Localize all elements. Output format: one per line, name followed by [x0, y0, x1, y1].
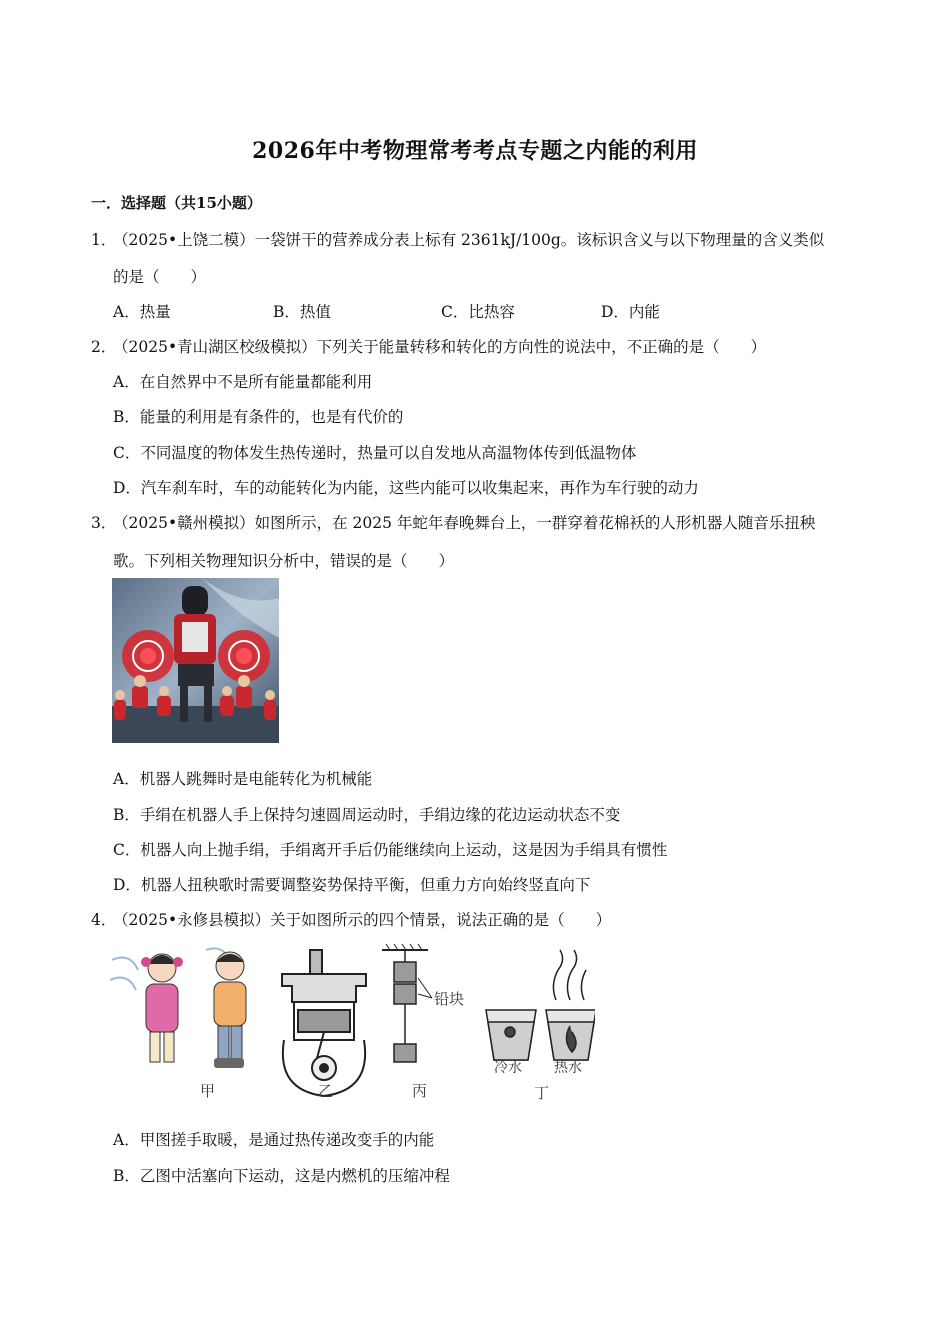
section-heading: 一．选择题（共15小题）: [91, 194, 262, 212]
question-number: 2．: [91, 338, 117, 356]
four-scenes-illustration: [110, 940, 595, 1106]
children-rubbing-hands: [110, 948, 246, 1068]
question-text: （2025•赣州模拟）如图所示，在 2025 年蛇年春晚舞台上，一群穿着花棉袄的人形机器人随音乐扭秧: [113, 514, 816, 532]
robot-dance-photo: [112, 578, 279, 743]
hot-water-label: 热水: [554, 1060, 582, 1076]
question-3-option-b: B．手绢在机器人手上保持匀速圆周运动时，手绢边缘的花边运动状态不变: [113, 806, 621, 824]
question-2-option-c: C．不同温度的物体发生热传递时，热量可以自发地从高温物体传到低温物体: [113, 444, 637, 462]
question-4-option-a: A．甲图搓手取暖，是通过热传递改变手的内能: [113, 1131, 435, 1149]
robot-dance-illustration: [112, 578, 279, 743]
label-yi: 乙: [318, 1082, 334, 1100]
question-number: 1．: [91, 231, 117, 249]
question-1-option-a: A．热量: [113, 303, 171, 321]
question-1-line-2: 的是（ ）: [113, 268, 207, 286]
engine-cylinder: [282, 950, 366, 1096]
page-title: 2026年中考物理常考考点专题之内能的利用: [252, 138, 698, 164]
question-1-option-c: C．比热容: [441, 303, 515, 321]
question-1-option-b: B．热值: [273, 303, 331, 321]
water-cups: [486, 950, 595, 1060]
question-text: （2025•上饶二模）一袋饼干的营养成分表上标有 2361kJ/100g。该标识含义与以下物理量的含义类似: [113, 231, 825, 249]
question-4-option-b: B．乙图中活塞向下运动，这是内燃机的压缩冲程: [113, 1167, 450, 1185]
label-jia: 甲: [200, 1082, 216, 1100]
question-2-option-d: D．汽车刹车时，车的动能转化为内能，这些内能可以收集起来，再作为车行驶的动力: [113, 479, 699, 497]
question-3-line-2: 歌。下列相关物理知识分析中，错误的是（ ）: [113, 552, 455, 570]
question-text: （2025•青山湖区校级模拟）下列关于能量转移和转化的方向性的说法中，不正确的是（ ）: [113, 338, 767, 356]
lead-label: 铅块: [434, 990, 465, 1008]
question-1-option-d: D．内能: [601, 303, 660, 321]
question-3-line-1: [91, 511, 815, 533]
label-bing: 丙: [412, 1082, 428, 1100]
cold-water-label: 冷水: [494, 1060, 522, 1076]
question-3-option-d: D．机器人扭秧歌时需要调整姿势保持平衡，但重力方向始终竖直向下: [113, 876, 591, 894]
four-scenes-figure: [110, 940, 595, 1106]
lead-blocks: [382, 944, 432, 1062]
question-number: 4．: [91, 911, 117, 929]
question-2-option-b: B．能量的利用是有条件的，也是有代价的: [113, 408, 404, 426]
question-number: 3．: [91, 514, 117, 532]
question-2-line-1: [91, 335, 766, 357]
label-ding: 丁: [534, 1084, 550, 1102]
question-4-line-1: [91, 908, 611, 930]
question-text: （2025•永修县模拟）关于如图所示的四个情景，说法正确的是（ ）: [113, 911, 612, 929]
question-2-option-a: A．在自然界中不是所有能量都能利用: [113, 373, 373, 391]
question-1-line-1: [91, 228, 824, 250]
question-3-option-c: C．机器人向上抛手绢，手绢离开手后仍能继续向上运动，这是因为手绢具有惯性: [113, 841, 668, 859]
question-3-option-a: A．机器人跳舞时是电能转化为机械能: [113, 770, 373, 788]
